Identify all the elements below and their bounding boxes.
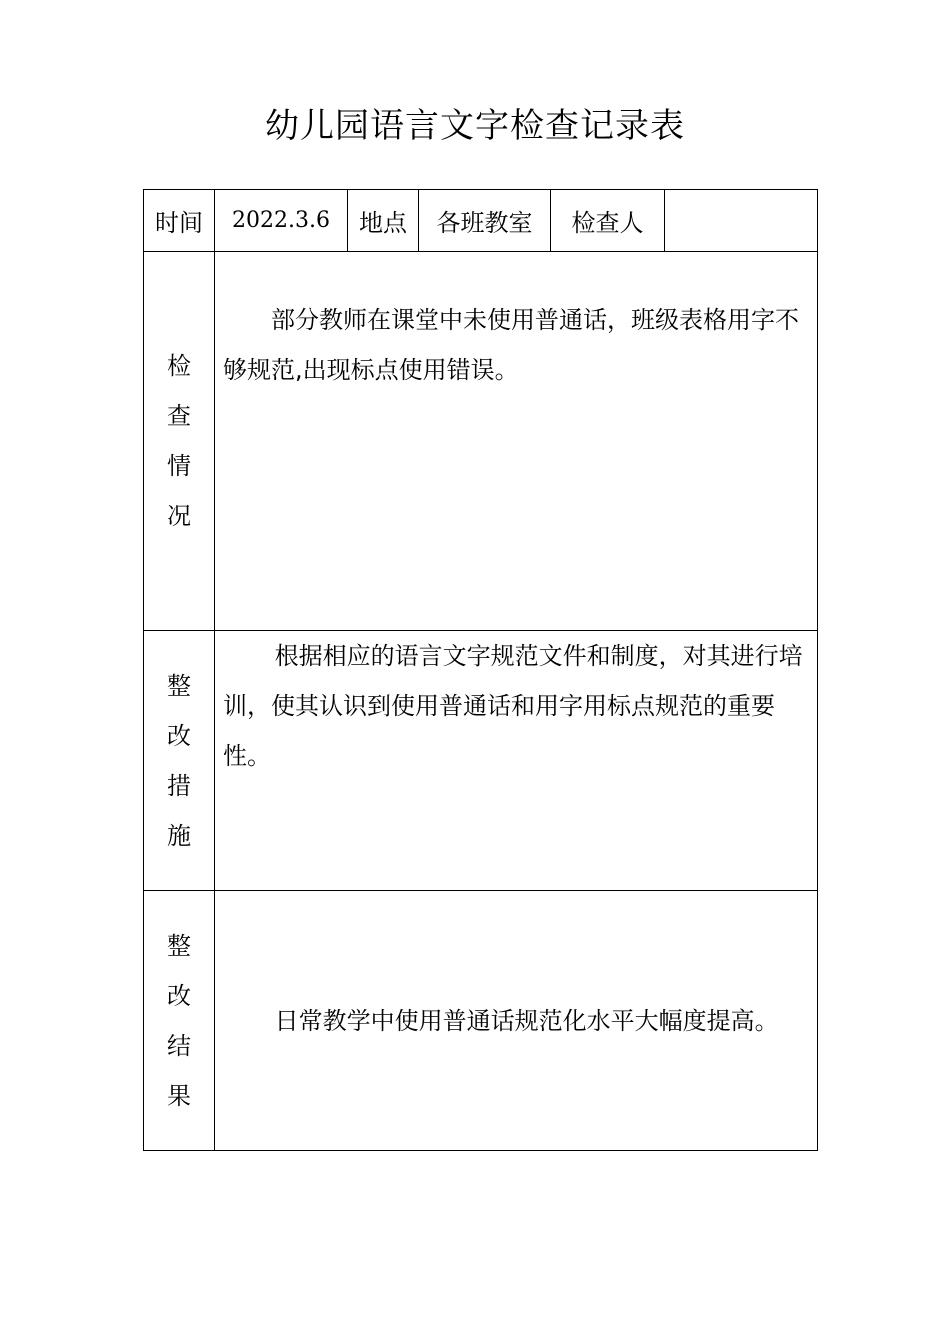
- rectification-result-label: 整 改 结 果: [144, 891, 215, 1151]
- check-situation-row: [144, 252, 818, 631]
- place-value: 各班教室: [419, 190, 551, 252]
- time-label: 时间: [144, 190, 215, 252]
- rectification-measures-label: 整 改 措 施: [144, 631, 215, 891]
- rectification-measures-row: [144, 631, 818, 891]
- rectification-measures-content: 根据相应的语言文字规范文件和制度，对其进行培训，使其认识到使用普通话和用字用标点规范的重要性。: [215, 631, 818, 891]
- header-row: [144, 190, 818, 252]
- check-situation-content: 部分教师在课堂中未使用普通话，班级表格用字不够规范,出现标点使用错误。: [215, 252, 818, 631]
- rectification-result-content: 日常教学中使用普通话规范化水平大幅度提高。: [215, 891, 818, 1151]
- inspector-label: 检查人: [551, 190, 665, 252]
- time-value: 2022.3.6: [215, 190, 348, 252]
- page-title: 幼儿园语言文字检查记录表: [265, 106, 685, 146]
- rectification-result-row: [144, 891, 818, 1151]
- inspector-value: [665, 190, 818, 252]
- place-label: 地点: [348, 190, 419, 252]
- inspection-record-table: [143, 189, 818, 1151]
- check-situation-label: 检 查 情 况: [144, 252, 215, 631]
